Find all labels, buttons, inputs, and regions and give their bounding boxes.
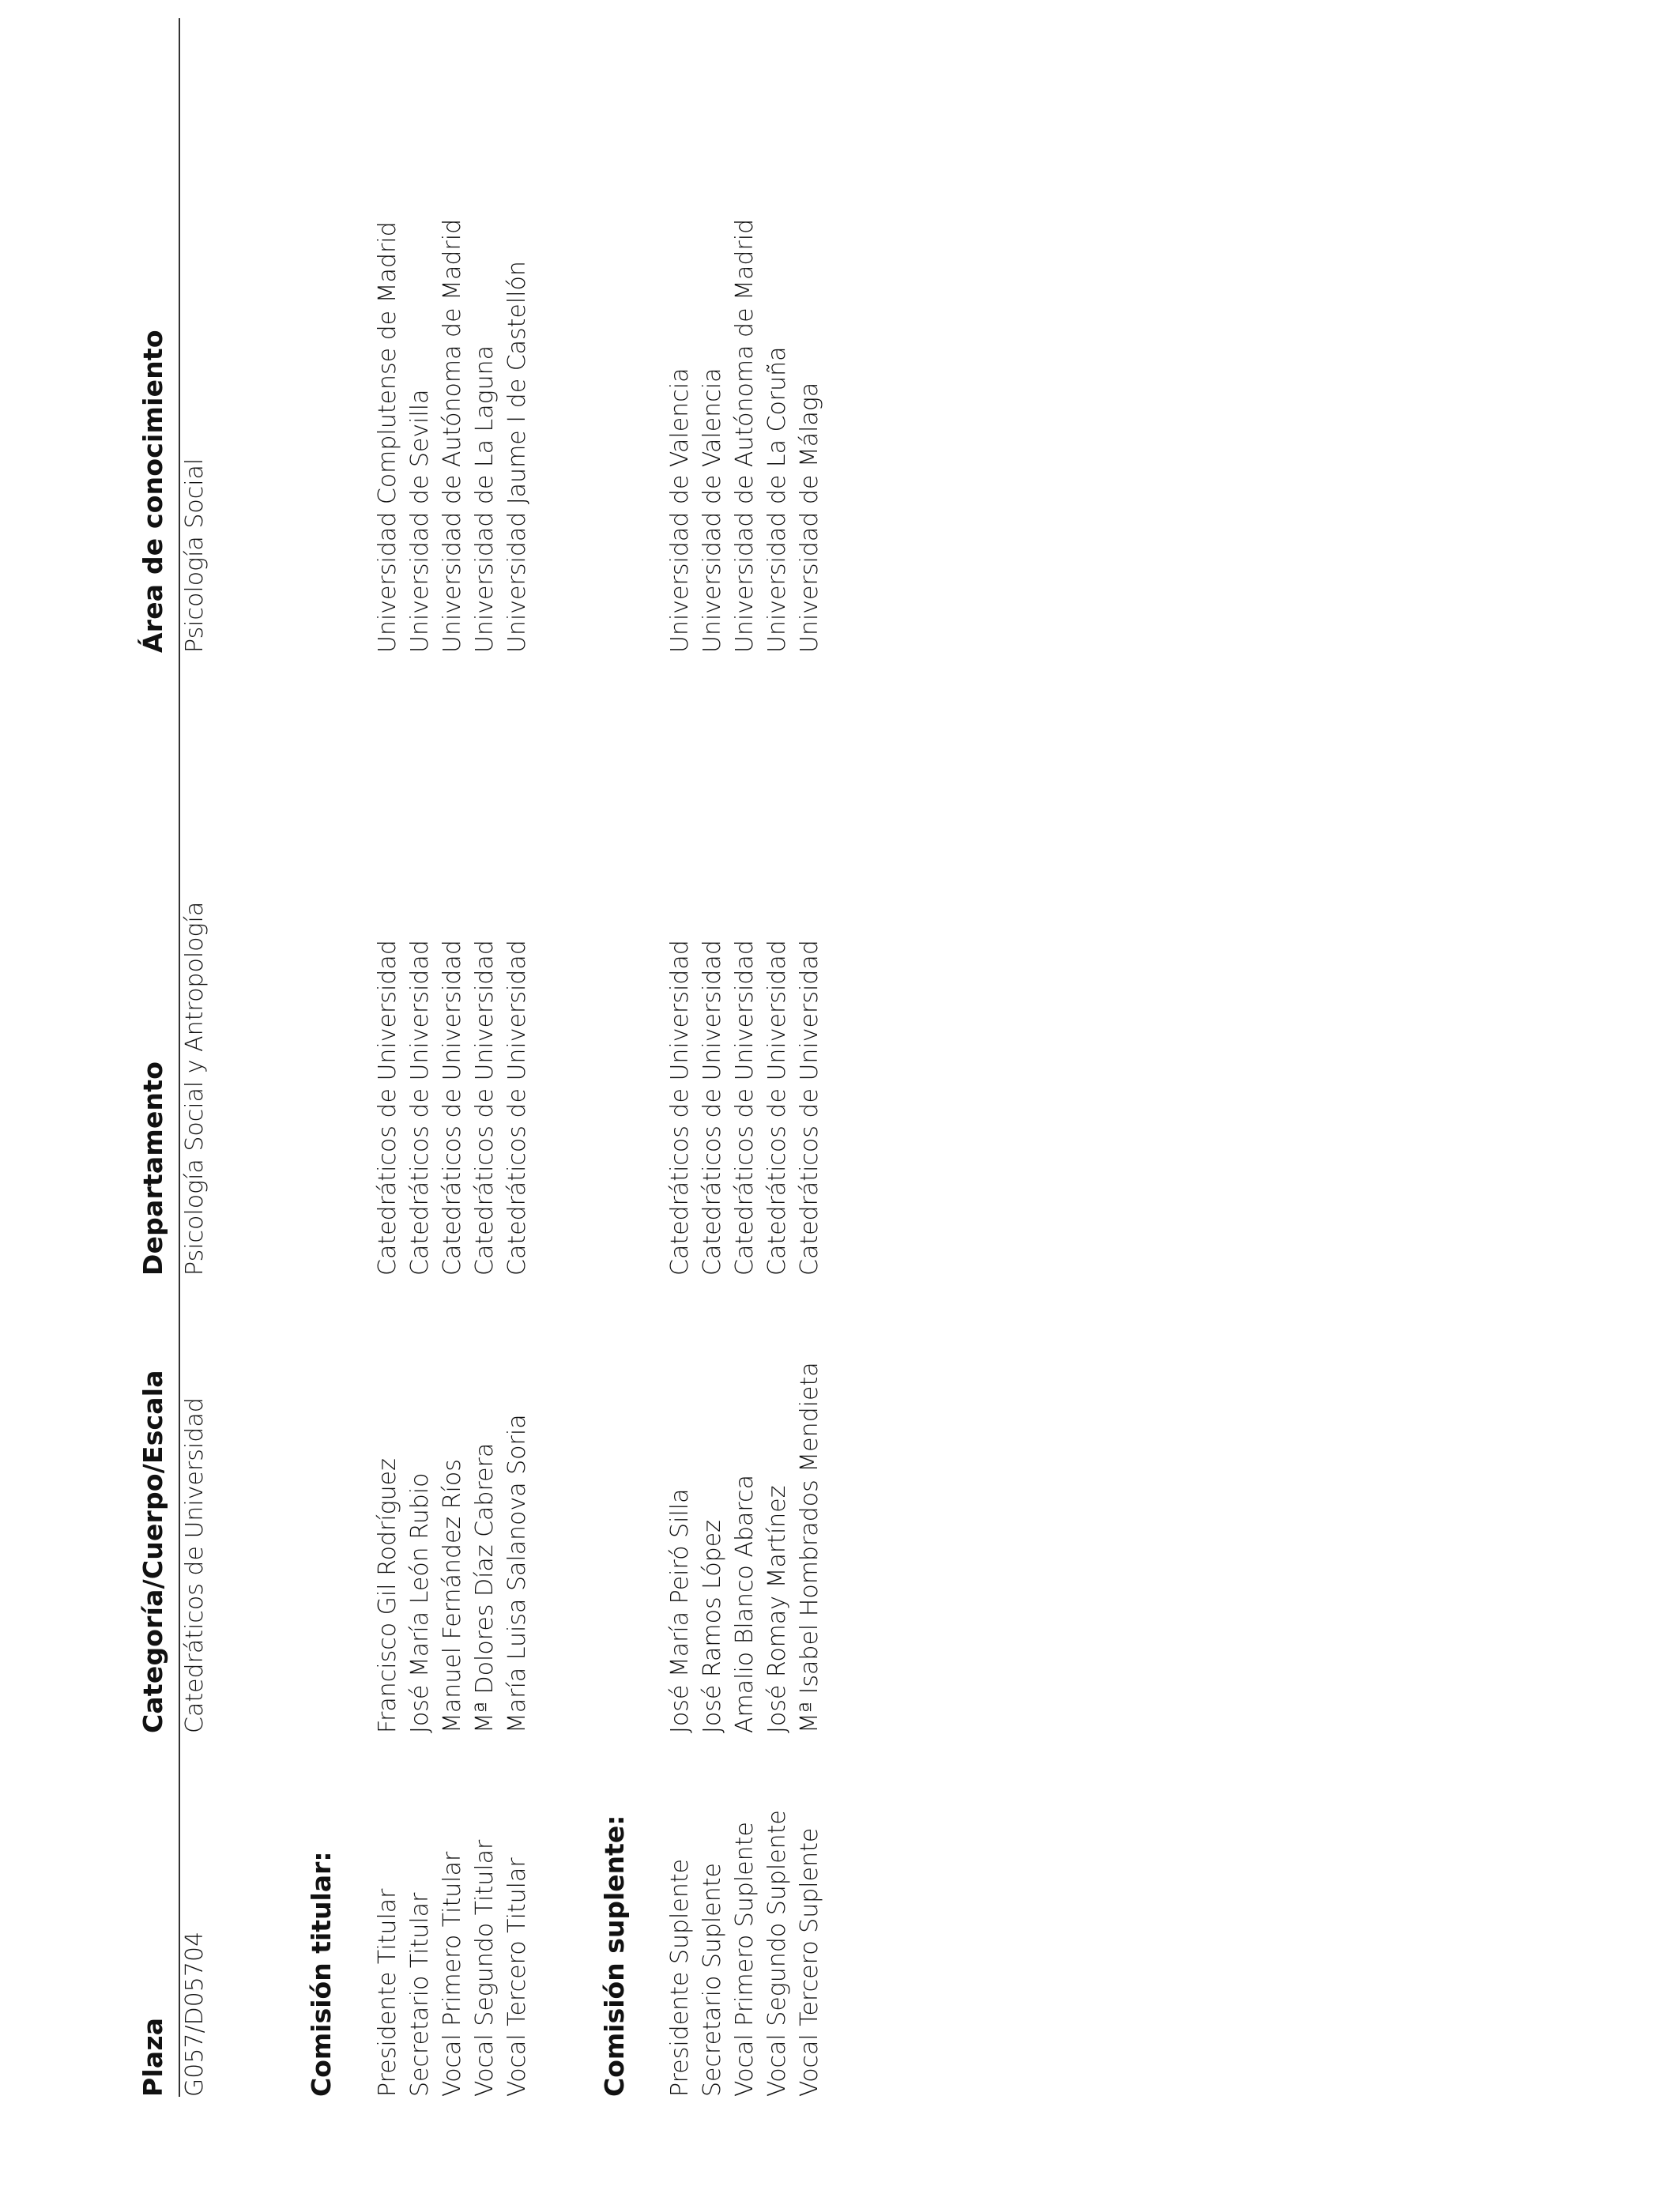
list-item: Catedráticos de Universidad [666,940,694,1276]
list-item: Catedráticos de Universidad [699,940,726,1276]
list-item: Vocal Primero Titular [439,1851,466,2097]
list-item: José Romay Martínez [763,1485,791,1733]
titular-names [371,1414,533,1733]
list-item: María Luisa Salanova Soria [503,1414,531,1733]
plaza-categoria: Catedráticos de Universidad [181,1397,209,1733]
list-item: Universidad de Valencia [666,368,694,653]
list-item: Universidad de Autónoma de Madrid [439,218,466,653]
suplente-universities [664,219,826,653]
list-item: Universidad de La Coruña [763,346,791,653]
list-item: Presidente Titular [374,1888,401,2097]
plaza-area: Psicología Social [181,458,209,653]
list-item: Secretario Titular [406,1892,434,2097]
list-item: Universidad de Valencia [699,368,726,653]
list-item: Vocal Segundo Suplente [763,1810,791,2097]
list-item: Secretario Suplente [699,1863,726,2097]
list-item: Vocal Tercero Titular [503,1857,531,2097]
list-item: Universidad de Autónoma de Madrid [731,218,759,653]
list-item: Universidad Complutense de Madrid [374,221,401,653]
list-item: Vocal Tercero Suplente [796,1827,823,2097]
list-item: Catedráticos de Universidad [503,940,531,1276]
list-item: Catedráticos de Universidad [439,940,466,1276]
plaza-departamento: Psicología Social y Antropología [181,901,209,1276]
list-item: Amalio Blanco Abarca [731,1475,759,1733]
list-item: Catedráticos de Universidad [731,940,759,1276]
titular-title: Comisión titular: [306,1851,337,2097]
suplente-categories [664,940,826,1276]
list-item: Universidad de Málaga [796,382,823,653]
list-item: Manuel Fernández Ríos [439,1459,466,1733]
list-item: Catedráticos de Universidad [471,940,499,1276]
list-item: Catedráticos de Universidad [763,940,791,1276]
list-item: José Ramos López [699,1520,726,1733]
list-item: Universidad de Sevilla [406,389,434,653]
header-categoria: Categoría/Cuerpo/Escala [137,1370,168,1733]
list-item: Catedráticos de Universidad [374,940,401,1276]
titular-roles [371,1840,533,2097]
plaza-code: G057/D05704 [181,1931,209,2097]
header-area: Área de conocimiento [137,330,168,653]
list-item: Catedráticos de Universidad [796,940,823,1276]
list-item: Catedráticos de Universidad [406,940,434,1276]
suplente-roles [664,1810,826,2097]
list-item: Universidad Jaume I de Castellón [503,261,531,653]
list-item: Francisco Gil Rodríguez [374,1458,401,1733]
list-item: Universidad de La Laguna [471,345,499,653]
titular-categories [371,940,533,1276]
list-item: Mª Isabel Hombrados Mendieta [796,1362,823,1733]
header-rule [179,18,180,2097]
header-plaza: Plaza [137,2017,168,2097]
list-item: Mª Dolores Díaz Cabrera [471,1442,499,1733]
list-item: José María Peiró Silla [666,1488,694,1733]
list-item: Vocal Primero Suplente [731,1822,759,2097]
list-item: Vocal Segundo Titular [471,1839,499,2097]
suplente-names [664,1362,826,1733]
header-departamento: Departamento [137,1061,168,1276]
titular-universities [371,219,533,653]
list-item: Presidente Suplente [666,1858,694,2097]
list-item: José María León Rubio [406,1472,434,1733]
suplente-title: Comisión suplente: [599,1815,630,2097]
